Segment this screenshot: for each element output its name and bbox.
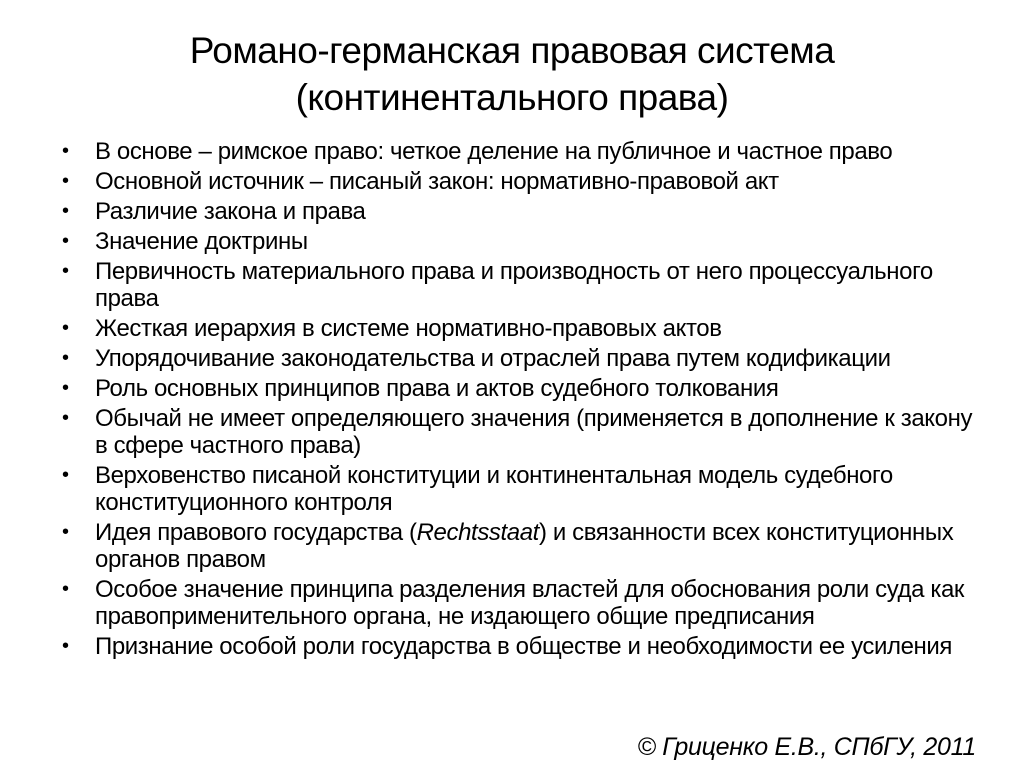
bullet-text: Упорядочивание законодательства и отраслей права путем кодификации — [95, 345, 891, 372]
bullet-marker: • — [62, 140, 69, 162]
bullet-marker: • — [62, 635, 69, 657]
bullet-marker: • — [62, 521, 69, 543]
bullet-text: Значение доктрины — [95, 228, 308, 255]
bullet-item — [62, 462, 990, 516]
bullet-text-before: Идея правового государства ( — [95, 519, 417, 546]
bullet-text: Жесткая иерархия в системе нормативно-правовых актов — [95, 315, 722, 342]
bullet-marker: • — [62, 200, 69, 222]
bullet-marker: • — [62, 578, 69, 600]
bullet-item — [62, 519, 990, 573]
bullet-item — [62, 576, 990, 630]
bullet-marker: • — [62, 260, 69, 282]
bullet-item — [62, 315, 990, 342]
bullet-text: Различие закона и права — [95, 198, 366, 225]
bullet-text: Первичность материального права и производность от него процессуального права — [95, 258, 933, 312]
bullet-text: Особое значение принципа разделения властей для обоснования роли суда как правоприменительного органа, не издающего общие предписания — [95, 576, 965, 630]
bullet-text: Признание особой роли государства в обществе и необходимости ее усиления — [95, 633, 953, 660]
bullet-text: Верховенство писаной конституции и континентальная модель судебного конституционного контроля — [95, 462, 893, 516]
bullet-marker: • — [62, 230, 69, 252]
bullet-item — [62, 375, 990, 402]
slide-title-line1: Романо-германская правовая система — [189, 30, 835, 71]
bullet-marker: • — [62, 464, 69, 486]
bullet-marker: • — [62, 347, 69, 369]
bullet-item — [62, 168, 990, 195]
bullet-text-after: ) и связанности всех конституционных органов правом — [95, 519, 954, 573]
bullet-marker: • — [62, 377, 69, 399]
bullet-item — [62, 228, 990, 255]
bullet-item — [62, 405, 990, 459]
bullet-text: Роль основных принципов права и актов судебного толкования — [95, 375, 779, 402]
bullet-item — [62, 345, 990, 372]
bullet-item — [62, 138, 990, 165]
bullet-italic-term: Rechtsstaat — [416, 519, 539, 546]
bullet-marker: • — [62, 170, 69, 192]
bullet-text: Основной источник – писаный закон: нормативно-правовой акт — [95, 168, 779, 195]
bullet-marker: • — [62, 317, 69, 339]
slide-title — [0, 0, 1024, 121]
bullet-list — [0, 138, 1024, 660]
bullet-item — [62, 633, 990, 660]
copyright-footer: © Гриценко Е.В., СПбГУ, 2011 — [637, 733, 976, 761]
bullet-item — [62, 258, 990, 312]
bullet-text: В основе – римское право: четкое деление на публичное и частное право — [95, 138, 893, 165]
bullet-item — [62, 198, 990, 225]
bullet-text: Обычай не имеет определяющего значения (применяется в дополнение к закону в сфере частного права) — [95, 405, 973, 459]
bullet-marker: • — [62, 407, 69, 429]
slide-title-line2: (континентального права) — [295, 77, 729, 118]
